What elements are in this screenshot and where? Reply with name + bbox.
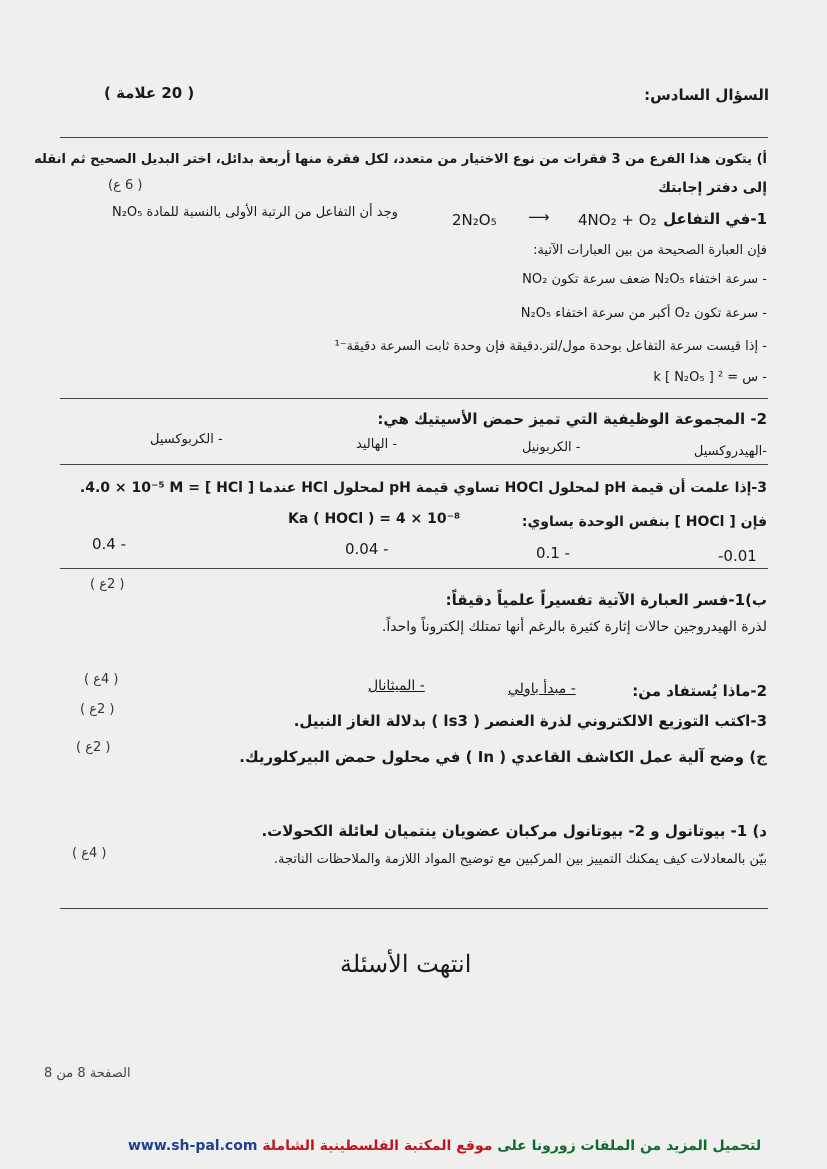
part-a-intro-line2: إلى دفتر إجابتك xyxy=(658,180,767,196)
part-b-q3-text: 3-اكتب التوزيع الالكتروني لذرة العنصر ( s3ا ) بدلالة الغاز النبيل. xyxy=(293,712,767,730)
q3-ka: Ka ( HOCl ) = 4 × 10⁻⁸ xyxy=(288,511,461,527)
part-b-q3-marks: ( 2ع ) xyxy=(80,702,115,717)
q1-label: 1-في التفاعل xyxy=(663,210,767,228)
q3-stem: 3-إذا علمت أن قيمة pH لمحلول HOCl تساوي قيمة pH لمحلول HCl عندما [ HCl ] = 4.0 × 10⁻⁵ M. xyxy=(79,480,767,496)
part-b-q1-statement: لذرة الهيدروجين حالات إثارة كثيرة بالرغم أنها تمتلك إلكتروناً واحداً. xyxy=(381,619,767,635)
end-of-questions: انتهت الأسئلة xyxy=(340,950,472,978)
q2-option-4[interactable]: - الكربوكسيل xyxy=(150,432,223,447)
part-b-q2-marks: ( 4ع ) xyxy=(84,672,119,687)
footer-site-name: موقع المكتبة الفلسطينية الشاملة xyxy=(262,1138,493,1154)
part-b-q1-title: ب)1-فسر العبارة الآتية تفسيراً علمياً دقيقاً: xyxy=(445,591,767,609)
q1-option-1[interactable]: - سرعة اختفاء N₂O₅ ضعف سرعة تكون NO₂ xyxy=(522,272,767,287)
q3-option-2[interactable]: - 0.1 xyxy=(536,544,571,562)
q3-option-1[interactable]: 0.01- xyxy=(718,547,757,565)
q3-option-4[interactable]: - 0.4 xyxy=(92,535,127,553)
part-b-q2-label: 2-ماذا يُستفاد من: xyxy=(632,682,767,700)
q1-reaction-products: 4NO₂ + O₂ xyxy=(578,211,657,229)
q1-option-3[interactable]: - إذا قيست سرعة التفاعل بوحدة مول/لتر.دقيقة فإن وحدة ثابت السرعة دقيقة⁻¹ xyxy=(334,339,767,354)
q2-option-2[interactable]: - الكربونيل xyxy=(522,440,581,455)
page-number: الصفحة 8 من 8 xyxy=(44,1066,131,1081)
question-title: السؤال السادس: xyxy=(644,86,769,104)
divider-end xyxy=(60,908,768,909)
q1-reaction-reactant: 2N₂O₅ xyxy=(452,211,497,229)
q1-option-2[interactable]: - سرعة تكون O₂ أكبر من سرعة اختفاء N₂O₅ xyxy=(520,306,767,321)
part-d-line2: بيّن بالمعادلات كيف يمكنك التمييز بين المركبين مع توضيح المواد اللازمة والملاحظات الناتجة. xyxy=(273,852,767,867)
q2-stem: 2- المجموعة الوظيفية التي تميز حمض الأسيتيك هي: xyxy=(377,410,767,428)
q2-option-3[interactable]: - الهاليد xyxy=(356,437,398,452)
part-b-q2-option-1: - مبدأ باولي xyxy=(508,681,576,697)
part-d-line1: د) 1- بيوتانول و 2- بيوتانول مركبان عضويان ينتميان لعائلة الكحولات. xyxy=(261,822,767,840)
divider-q3 xyxy=(60,568,768,569)
part-a-marks: ( 6 ع) xyxy=(108,178,143,193)
part-b-q2-option-2: - الميثانال xyxy=(368,678,425,694)
part-c-text: ج) وضح آلية عمل الكاشف القاعدي ( In ) في محلول حمض البيركلوريك. xyxy=(239,748,767,766)
part-c-marks: ( 2ع ) xyxy=(76,740,111,755)
footer-text: لتحميل المزيد من الملفات زورونا على xyxy=(497,1138,762,1154)
divider-q2 xyxy=(60,464,768,465)
divider-q1 xyxy=(60,398,768,399)
header-divider xyxy=(60,137,768,138)
q1-lead: فإن العبارة الصحيحة من بين العبارات الآتية: xyxy=(533,243,767,258)
part-b-q1-marks: ( 2ع ) xyxy=(90,577,125,592)
footer-url[interactable]: www.sh-pal.com xyxy=(128,1138,258,1154)
q1-option-4[interactable]: - س = k [ N₂O₅ ] ² xyxy=(653,370,767,385)
part-d-marks: ( 4ع ) xyxy=(72,846,107,861)
question-marks: ( 20 علامة ) xyxy=(104,84,195,102)
q3-line2: فإن [ HOCl ] بنفس الوحدة يساوي: xyxy=(521,514,767,530)
reaction-arrow: ⟶ xyxy=(528,208,550,226)
q1-condition: وجد أن التفاعل من الرتبة الأولى بالنسبة للمادة N₂O₅ xyxy=(112,205,398,220)
part-a-intro-line1: أ) يتكون هذا الفرع من 3 فقرات من نوع الاختيار من متعدد، لكل فقرة منها أربعة بدائل، اختر البديل الصحيح ثم انقله xyxy=(34,152,767,167)
footer-promo[interactable] xyxy=(128,1138,761,1154)
q2-option-1[interactable]: -الهيدروكسيل xyxy=(693,444,767,459)
q3-option-3[interactable]: - 0.04 xyxy=(345,540,389,558)
